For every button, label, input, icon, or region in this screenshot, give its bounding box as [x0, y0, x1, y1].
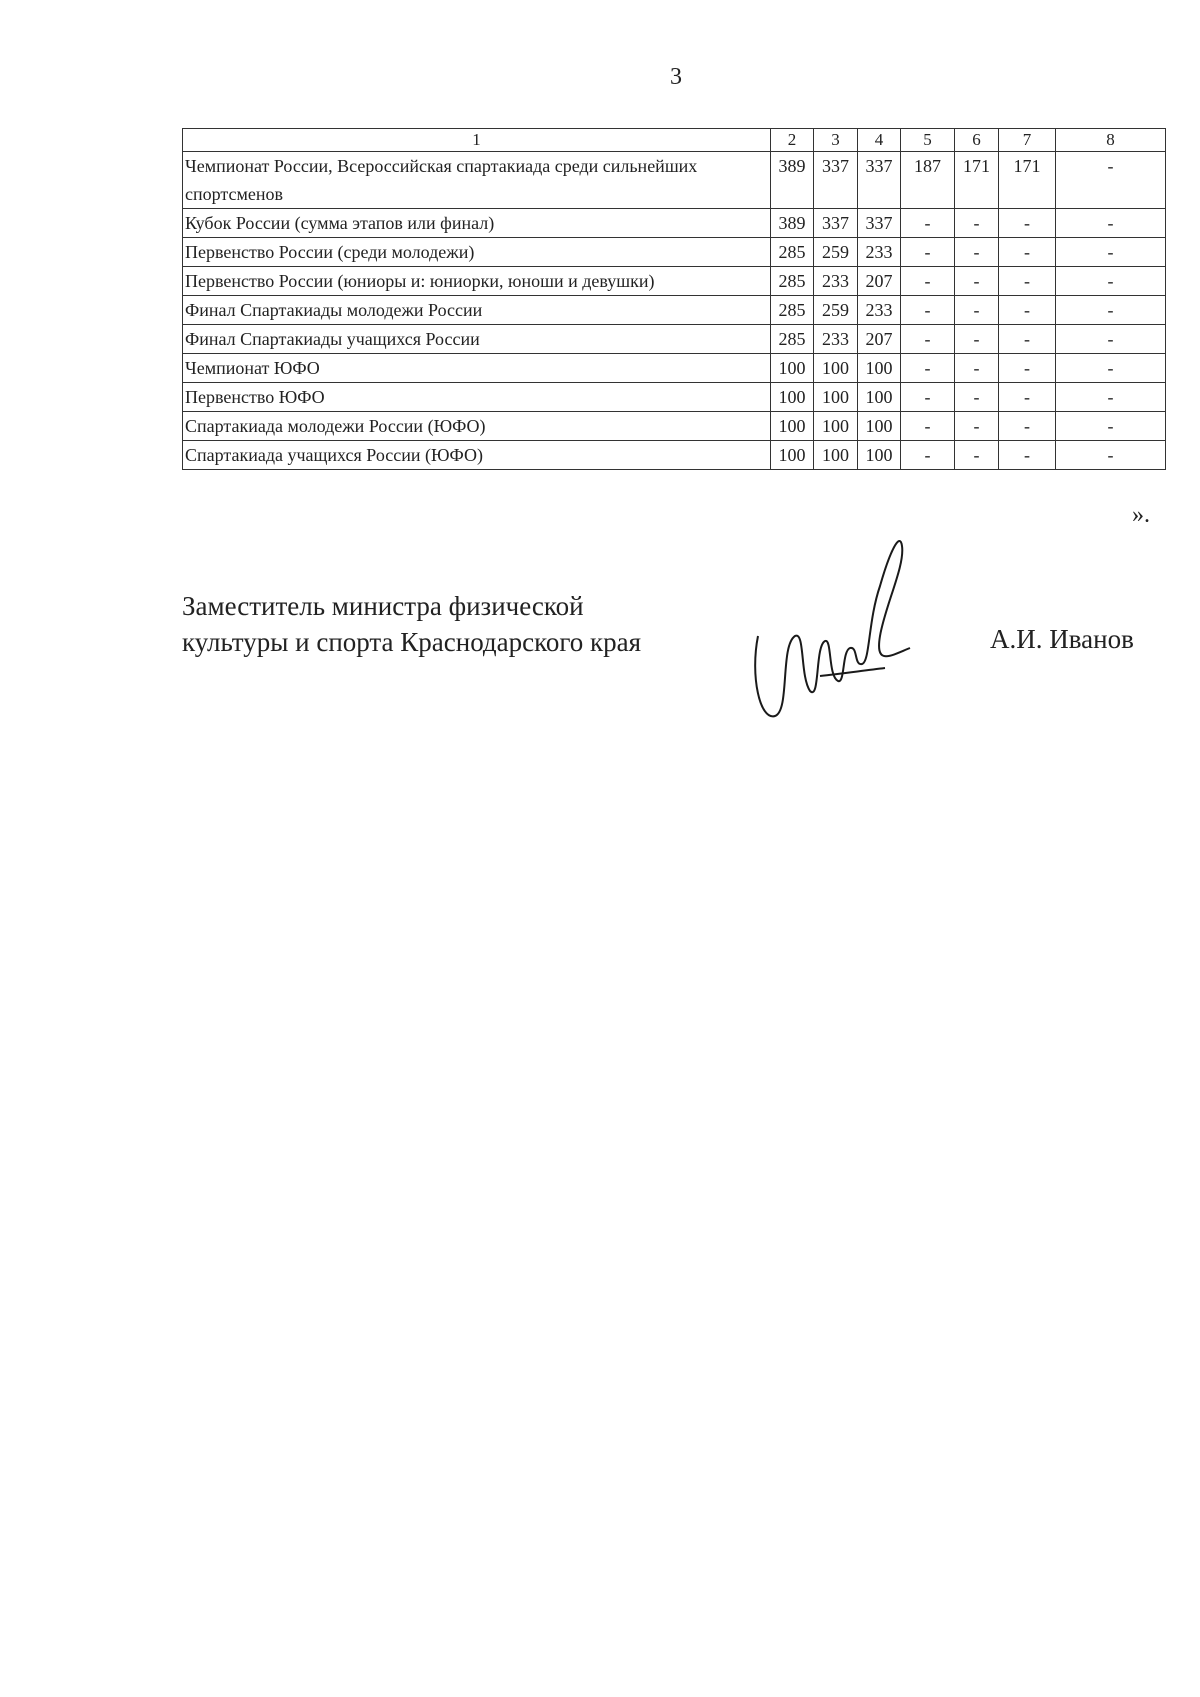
points-cell: -	[1056, 325, 1166, 354]
points-cell: -	[955, 238, 999, 267]
points-cell: -	[1056, 296, 1166, 325]
closing-quote: ».	[1132, 502, 1150, 528]
points-cell: 259	[814, 296, 858, 325]
points-cell: 100	[771, 354, 814, 383]
points-cell: -	[1056, 412, 1166, 441]
points-cell: -	[955, 441, 999, 470]
points-table	[182, 128, 1166, 470]
points-cell: 100	[814, 412, 858, 441]
column-header: 3	[814, 129, 858, 152]
column-header: 6	[955, 129, 999, 152]
competition-name-cell: Первенство России (среди молодежи)	[183, 238, 771, 267]
signer-title	[182, 588, 641, 660]
points-cell: -	[999, 238, 1056, 267]
points-cell: -	[901, 412, 955, 441]
points-cell: 100	[858, 412, 901, 441]
competition-name-cell: Спартакиада молодежи России (ЮФО)	[183, 412, 771, 441]
points-cell: -	[955, 383, 999, 412]
points-cell: -	[999, 267, 1056, 296]
table-row	[183, 238, 1166, 267]
points-cell: -	[901, 441, 955, 470]
points-cell: -	[901, 296, 955, 325]
points-cell: 285	[771, 296, 814, 325]
table-header-row	[183, 129, 1166, 152]
points-cell: 259	[814, 238, 858, 267]
points-cell: 100	[858, 441, 901, 470]
points-cell: -	[1056, 209, 1166, 238]
points-cell: 233	[858, 296, 901, 325]
points-cell: -	[901, 383, 955, 412]
table-row	[183, 325, 1166, 354]
points-cell: -	[901, 209, 955, 238]
points-cell: -	[999, 412, 1056, 441]
column-header: 1	[183, 129, 771, 152]
competition-name-cell: Первенство России (юниоры и: юниорки, юноши и девушки)	[183, 267, 771, 296]
points-cell: -	[901, 238, 955, 267]
points-cell: 285	[771, 267, 814, 296]
points-cell: -	[955, 325, 999, 354]
handwritten-signature	[750, 526, 920, 726]
page-number: 3	[670, 64, 682, 90]
points-cell: -	[1056, 152, 1166, 209]
points-cell: 337	[858, 209, 901, 238]
points-cell: -	[901, 325, 955, 354]
competition-name-cell: Чемпионат России, Всероссийская спартакиада среди сильнейших спортсменов	[183, 152, 771, 209]
points-cell: -	[999, 441, 1056, 470]
points-cell: 233	[814, 325, 858, 354]
table-row	[183, 441, 1166, 470]
points-cell: -	[955, 209, 999, 238]
table-row	[183, 354, 1166, 383]
column-header: 7	[999, 129, 1056, 152]
points-cell: 233	[858, 238, 901, 267]
points-cell: -	[955, 267, 999, 296]
points-cell: -	[955, 354, 999, 383]
points-cell: 337	[814, 152, 858, 209]
signer-title-line-2: культуры и спорта Краснодарского края	[182, 627, 642, 657]
points-cell: -	[1056, 354, 1166, 383]
competition-name-cell: Чемпионат ЮФО	[183, 354, 771, 383]
points-cell: -	[901, 354, 955, 383]
table-row	[183, 296, 1166, 325]
competition-name-cell: Финал Спартакиады учащихся России	[183, 325, 771, 354]
table-row	[183, 383, 1166, 412]
points-cell: 207	[858, 325, 901, 354]
points-cell: -	[999, 354, 1056, 383]
signer-name: А.И. Иванов	[990, 624, 1134, 654]
table-row	[183, 152, 1166, 209]
column-header: 8	[1056, 129, 1166, 152]
points-cell: -	[1056, 238, 1166, 267]
points-cell: -	[1056, 383, 1166, 412]
points-cell: -	[955, 412, 999, 441]
points-cell: 171	[999, 152, 1056, 209]
points-cell: 285	[771, 325, 814, 354]
points-cell: 337	[814, 209, 858, 238]
table-row	[183, 209, 1166, 238]
points-cell: 187	[901, 152, 955, 209]
column-header: 5	[901, 129, 955, 152]
points-cell: -	[901, 267, 955, 296]
points-cell: 100	[858, 354, 901, 383]
points-cell: -	[955, 296, 999, 325]
column-header: 4	[858, 129, 901, 152]
points-cell: 100	[814, 441, 858, 470]
table-row	[183, 267, 1166, 296]
points-cell: 100	[858, 383, 901, 412]
points-cell: 389	[771, 152, 814, 209]
points-cell: 100	[771, 412, 814, 441]
points-cell: 100	[771, 383, 814, 412]
competition-name-cell: Финал Спартакиады молодежи России	[183, 296, 771, 325]
points-cell: -	[1056, 267, 1166, 296]
signer-title-line-1: Заместитель министра физической	[182, 591, 584, 621]
competition-name-cell: Спартакиада учащихся России (ЮФО)	[183, 441, 771, 470]
points-cell: -	[999, 325, 1056, 354]
table-row	[183, 412, 1166, 441]
points-cell: 389	[771, 209, 814, 238]
points-cell: -	[1056, 441, 1166, 470]
competition-name-cell: Кубок России (сумма этапов или финал)	[183, 209, 771, 238]
points-cell: 207	[858, 267, 901, 296]
points-cell: -	[999, 296, 1056, 325]
points-cell: 171	[955, 152, 999, 209]
points-cell: 337	[858, 152, 901, 209]
points-cell: -	[999, 383, 1056, 412]
points-cell: 100	[814, 354, 858, 383]
points-cell: -	[999, 209, 1056, 238]
points-cell: 233	[814, 267, 858, 296]
points-cell: 100	[771, 441, 814, 470]
column-header: 2	[771, 129, 814, 152]
competition-name-cell: Первенство ЮФО	[183, 383, 771, 412]
points-cell: 285	[771, 238, 814, 267]
points-cell: 100	[814, 383, 858, 412]
